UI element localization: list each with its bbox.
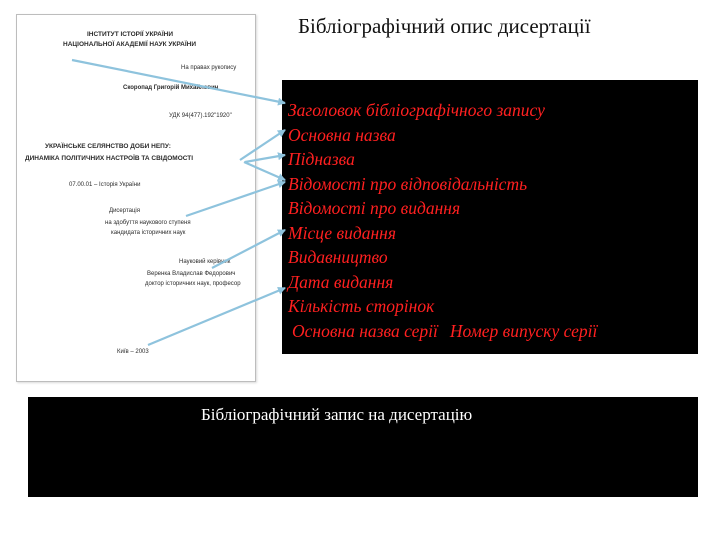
thesis-title-line2: ДИНАМІКА ПОЛІТИЧНИХ НАСТРОЇВ ТА СВІДОМОСТІ [25,155,194,162]
thesis-udc: УДК 94(477).192"1920" [169,113,232,119]
record-label: Бібліографічний запис на дисертацію [201,405,473,424]
elements-list [288,98,597,343]
thesis-institute-line1: ІНСТИТУТ ІСТОРІЇ УКРАЇНИ [87,31,174,38]
thesis-institute-line2: НАЦІОНАЛЬНОЇ АКАДЕМІЇ НАУК УКРАЇНИ [63,41,197,48]
thesis-supervisor-label: Науковий керівник [179,259,231,265]
element-main-title: Основна назва [288,124,396,145]
element-responsibility: Відомості про відповідальність [288,173,528,194]
element-series-title: Основна назва серії [292,320,438,341]
element-heading: Заголовок бібліографічного запису [288,100,545,120]
thesis-specialty: 07.00.01 – Історія України [69,182,141,188]
thesis-place-year: Київ – 2003 [117,349,149,355]
thesis-degree-line2: кандидата історичних наук [111,230,186,236]
element-date: Дата видання [288,271,394,292]
thesis-supervisor-degree: доктор історичних наук, професор [145,281,241,287]
thesis-author: Скоропад Григорій Михайлович [123,85,219,91]
element-publisher: Видавництво [288,247,388,267]
element-pages: Кількість сторінок [288,296,435,316]
thesis-title-page [16,14,256,382]
element-series-row [288,319,597,344]
slide-title: Бібліографічний опис дисертації [298,14,591,38]
thesis-manuscript-note: На правах рукопису [181,65,237,71]
thesis-supervisor-name: Веренка Владислав Федорович [147,271,236,277]
element-series-issue: Номер випуску серії [449,320,598,341]
element-subtitle: Підназва [288,149,355,169]
thesis-doc-type: Дисертація [109,208,140,214]
thesis-degree-line1: на здобуття наукового ступеня [105,220,191,226]
thesis-title-line1: УКРАЇНСЬКЕ СЕЛЯНСТВО ДОБИ НЕПУ: [45,143,171,150]
element-edition: Відомості про видання [288,198,461,218]
element-place: Місце видання [288,222,396,243]
